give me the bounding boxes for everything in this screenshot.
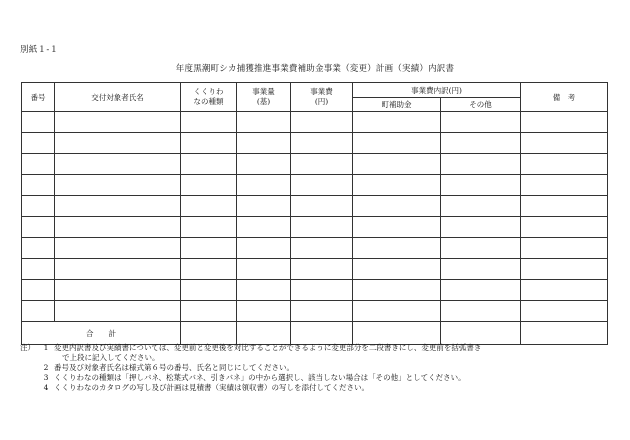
table-row (22, 301, 608, 322)
table-cell (441, 154, 521, 175)
table-cell (181, 133, 237, 154)
table-cell (441, 301, 521, 322)
table-cell (55, 112, 181, 133)
table-cell (55, 280, 181, 301)
total-label: 合 計 (86, 328, 116, 338)
table-cell (237, 112, 291, 133)
table-cell (181, 238, 237, 259)
note-number: 1 (43, 343, 49, 352)
table-cell (237, 238, 291, 259)
table-cell (55, 175, 181, 196)
table-cell (521, 175, 608, 196)
table-cell (22, 280, 55, 301)
breakdown-table (21, 82, 608, 345)
table-cell (353, 238, 441, 259)
table-cell (22, 154, 55, 175)
note-text: くくりわなのカタログの写し及び計画は見積書（実績は領収書）の写しを添付してください。 (54, 383, 369, 392)
table-row (22, 133, 608, 154)
table-cell (291, 217, 353, 238)
total-cell (237, 322, 291, 345)
table-cell (181, 217, 237, 238)
table-cell (55, 301, 181, 322)
table-cell (353, 196, 441, 217)
table-row (22, 259, 608, 280)
table-cell (291, 175, 353, 196)
total-cell (441, 322, 521, 345)
table-cell (441, 217, 521, 238)
table-cell (22, 238, 55, 259)
col-header-name: 交付対象者氏名 (55, 83, 181, 112)
table-cell (521, 112, 608, 133)
table-cell (353, 175, 441, 196)
table-body (22, 112, 608, 345)
table-row (22, 217, 608, 238)
table-row (22, 196, 608, 217)
table-cell (441, 175, 521, 196)
col-header-cost-line1: 事業費 (310, 87, 333, 96)
note-continuation (20, 353, 620, 363)
note-text: くくりわなの種類は「押しバネ、松葉式バネ、引きバネ」の中から選択し、該当しない場合は「その他」としてください。 (54, 373, 466, 382)
table-cell (237, 133, 291, 154)
table-cell (237, 154, 291, 175)
table-cell (353, 112, 441, 133)
table-cell (521, 154, 608, 175)
table-cell (441, 133, 521, 154)
table-cell (521, 238, 608, 259)
table-cell (291, 112, 353, 133)
table-cell (55, 259, 181, 280)
table-cell (521, 196, 608, 217)
total-row (22, 322, 608, 345)
table-cell (237, 175, 291, 196)
table-row (22, 154, 608, 175)
note-item (20, 363, 620, 373)
notes-lead: 注） (20, 343, 35, 352)
total-cell (291, 322, 353, 345)
col-header-cost-line2: (円) (314, 97, 329, 106)
col-header-other: その他 (441, 98, 521, 112)
col-header-quantity-line2: (基) (256, 97, 271, 106)
table-row (22, 238, 608, 259)
table-cell (237, 301, 291, 322)
page-label: 別紙１-１ (20, 45, 59, 55)
total-cell (521, 322, 608, 345)
total-label-cell (22, 322, 181, 345)
table-cell (55, 133, 181, 154)
table-cell (441, 259, 521, 280)
note-item (20, 383, 620, 393)
table-cell (291, 301, 353, 322)
col-header-trap-type-line1: くくりわ (193, 87, 224, 96)
note-text: 番号及び対象者氏名は様式第６号の番号、氏名と同じにしてください。 (54, 363, 294, 372)
table-cell (22, 196, 55, 217)
table-cell (181, 112, 237, 133)
table-cell (353, 133, 441, 154)
table-cell (291, 259, 353, 280)
table-cell (237, 196, 291, 217)
table-row (22, 175, 608, 196)
note-number: 2 (43, 363, 49, 372)
table-cell (237, 280, 291, 301)
total-cell (353, 322, 441, 345)
table-cell (291, 238, 353, 259)
total-cell (181, 322, 237, 345)
table-cell (521, 259, 608, 280)
document-title: 年度黒潮町シカ捕獲推進事業費補助金事業（変更）計画（実績）内訳書 (175, 64, 455, 74)
table-cell (22, 175, 55, 196)
table-cell (521, 280, 608, 301)
table-row (22, 112, 608, 133)
note-item (20, 373, 620, 383)
table-cell (181, 280, 237, 301)
table-cell (237, 259, 291, 280)
table-cell (55, 238, 181, 259)
table-cell (181, 196, 237, 217)
col-header-remarks: 備 考 (521, 83, 608, 112)
table-cell (521, 133, 608, 154)
note-text: 変更内訳書及び実績書については、変更前と変更後を対比することができるように変更部分を二段書きにし、変更前を括弧書き (54, 343, 482, 352)
col-header-trap-type-line2: なの種類 (193, 97, 224, 106)
table-cell (22, 301, 55, 322)
table-cell (22, 259, 55, 280)
table-cell (181, 175, 237, 196)
table-cell (291, 196, 353, 217)
note-item (20, 343, 620, 353)
table-cell (441, 196, 521, 217)
notes-section (20, 343, 620, 393)
col-header-breakdown: 事業費内訳(円) (353, 83, 521, 98)
table-cell (22, 217, 55, 238)
table-cell (441, 112, 521, 133)
table-cell (353, 280, 441, 301)
table-cell (353, 154, 441, 175)
table-cell (521, 301, 608, 322)
table-cell (353, 301, 441, 322)
col-header-quantity (237, 83, 291, 112)
table-row (22, 280, 608, 301)
table-cell (353, 259, 441, 280)
table-cell (521, 217, 608, 238)
table-cell (22, 112, 55, 133)
note-text-continued: で上段に記入してください。 (62, 353, 160, 362)
note-number: 3 (43, 373, 49, 382)
table-cell (441, 280, 521, 301)
table-cell (441, 238, 521, 259)
table-cell (181, 259, 237, 280)
col-header-number: 番号 (22, 83, 55, 112)
table-cell (55, 196, 181, 217)
col-header-cost (291, 83, 353, 112)
table-cell (353, 217, 441, 238)
col-header-trap-type (181, 83, 237, 112)
table-cell (237, 217, 291, 238)
col-header-quantity-line1: 事業量 (252, 87, 275, 96)
note-number: 4 (43, 383, 49, 392)
table-cell (291, 280, 353, 301)
table-cell (55, 217, 181, 238)
table-cell (181, 301, 237, 322)
table-cell (291, 154, 353, 175)
table-cell (22, 133, 55, 154)
col-header-town-subsidy: 町補助金 (353, 98, 441, 112)
table-cell (291, 133, 353, 154)
table-cell (181, 154, 237, 175)
table-cell (55, 154, 181, 175)
